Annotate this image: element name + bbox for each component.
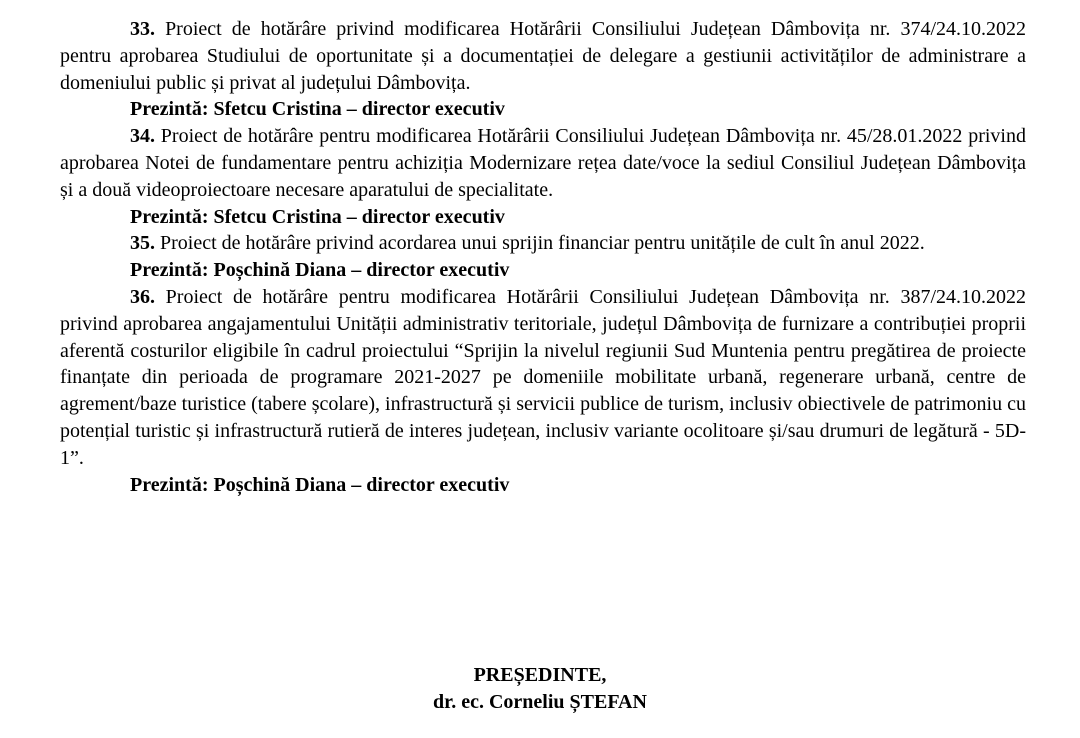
agenda-item-text: Proiect de hotărâre privind modificarea Hotărârii Consiliului Județean Dâmbovița nr. 374/24.10.2022 pentru aprobarea Studiului de oportunitate și a documentației de delegare a gestiunii activităților de administrare a domeniului public și privat al județului Dâmbovița.: [60, 18, 1026, 94]
signature-block: [380, 662, 700, 715]
agenda-document: [60, 16, 1026, 498]
agenda-item-presenter: Prezintă: Sfetcu Cristina – director executiv: [130, 98, 505, 121]
agenda-item-paragraph: [60, 230, 1026, 257]
agenda-item-34: [60, 123, 1026, 230]
agenda-item-text: Proiect de hotărâre privind acordarea unui sprijin financiar pentru unitățile de cult în anul 2022.: [160, 232, 925, 255]
agenda-item-35: [60, 230, 1026, 284]
agenda-item-33: [60, 16, 1026, 123]
agenda-item-number: 34.: [130, 125, 155, 148]
agenda-item-number: 36.: [130, 285, 155, 308]
signature-name: dr. ec. Corneliu ȘTEFAN: [433, 690, 647, 713]
agenda-item-text: Proiect de hotărâre pentru modificarea Hotărârii Consiliului Județean Dâmbovița nr. 45/28.01.2022 privind aprobarea Notei de fundamentare pentru achiziția Modernizare rețea date/voce la sediul Consiliul Județean Dâmbovița și a două videoproiectoare necesare aparatului de specialitate.: [60, 125, 1026, 201]
signature-title: PREȘEDINTE,: [473, 664, 607, 686]
agenda-item-number: 33.: [130, 18, 155, 40]
agenda-item-number: 35.: [130, 232, 155, 255]
agenda-item-paragraph: [60, 123, 1026, 203]
agenda-item-presenter: Prezintă: Poșchină Diana – director executiv: [130, 473, 510, 496]
agenda-item-presenter: Prezintă: Sfetcu Cristina – director executiv: [130, 205, 505, 228]
agenda-item-36: [60, 284, 1026, 498]
agenda-item-presenter: Prezintă: Poșchină Diana – director executiv: [130, 259, 510, 282]
agenda-item-text: Proiect de hotărâre pentru modificarea Hotărârii Consiliului Județean Dâmbovița nr. 387/24.10.2022 privind aprobarea angajamentului Unității administrativ teritoriale, județul Dâmbovița de furnizare a contribuției proprii aferentă costurilor eligibile în cadrul proiectului “Sprijin la nivelul regiunii Sud Muntenia pentru pregătirea de proiecte finanțate din perioada de programare 2021-2027 pe domeniile mobilitate urbană, regenerare urbană, centre de agrement/baze turistice (tabere școlare), infrastructură și servicii publice de turism, inclusiv obiectivele de patrimoniu cu potențial turistic și infrastructură rutieră de interes județean, inclusiv variante ocolitoare și/sau drumuri de legătură - 5D-1”.: [60, 285, 1027, 469]
agenda-item-paragraph: [60, 284, 1026, 472]
agenda-item-paragraph: [60, 16, 1026, 96]
